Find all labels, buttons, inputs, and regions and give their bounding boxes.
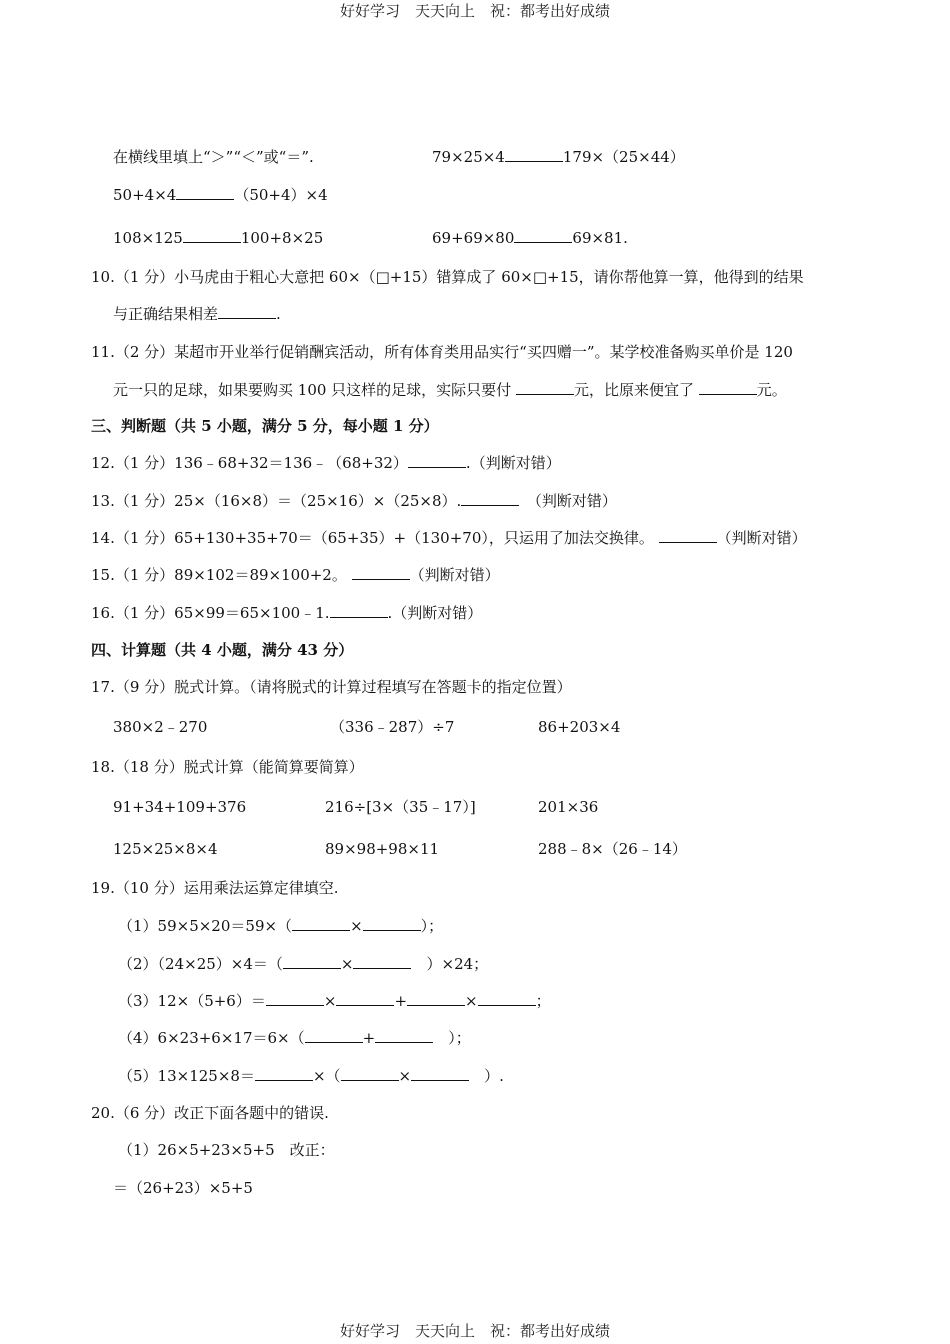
q18-item: 91+34+109+376 [113,798,247,816]
q14 [91,528,807,548]
q19-p4-end: ）； [448,1029,471,1047]
q19-p3-op1: × [323,992,337,1010]
page-header: 好好学习 天天向上 祝：都考出好成绩 [339,2,610,20]
q9-d-left: 69+69×80 [432,229,515,247]
q19-p1-end: ）； [420,917,444,935]
q9-b-left: 50+4×4 [113,186,177,204]
q19-p3-end: ； [535,992,551,1010]
q19-title: 19.（10 分）运用乘法运算定律填空. [91,879,339,897]
answer-blank[interactable] [330,603,388,618]
section-4-heading: 四、计算题（共 4 小题，满分 43 分） [91,641,354,659]
section-3-heading: 三、判断题（共 5 小题，满分 5 分，每小题 1 分） [91,417,439,435]
q12-text: 12.（1 分）136﹣68+32＝136﹣（68+32） [91,454,408,472]
q14-text: 14.（1 分）65+130+35+70＝（65+35）+（130+70），只运用了加法交换律。 [91,529,659,547]
q18-item: 288﹣8×（26﹣14） [538,840,687,858]
q19-p5-op1: ×（ [312,1067,341,1085]
answer-blank[interactable] [336,991,394,1006]
q14-suffix: （判断对错） [716,529,807,547]
q11-line2 [113,380,787,400]
q11-line1: 11.（2 分）某超市开业举行促销酬宾活动，所有体育类用品实行“买四赠一”。某学校准备购买单价是 120 [91,343,793,361]
q10-line2-pre: 与正确结果相差 [113,305,219,323]
q20-line2: ＝（26+23）×5+5 [113,1179,253,1197]
answer-blank[interactable] [183,228,241,243]
q12-suffix: .（判断对错） [465,454,561,472]
q15-suffix: （判断对错） [409,566,500,584]
answer-blank[interactable] [407,991,465,1006]
q9-c-left: 108×125 [113,229,183,247]
q9-item-b [113,185,328,205]
q16-text: 16.（1 分）65×99＝65×100﹣1. [91,604,330,622]
answer-blank[interactable] [478,991,536,1006]
q20-line1: （1）26×5+23×5+5 改正： [118,1141,335,1159]
page-footer: 好好学习 天天向上 祝：都考出好成绩 [339,1322,610,1340]
answer-blank[interactable] [292,916,350,931]
answer-blank[interactable] [375,1028,433,1043]
q10-line1: 10.（1 分）小马虎由于粗心大意把 60×（□+15）错算成了 60×□+15，请你帮他算一算，他得到的结果 [91,268,804,286]
q15-text: 15.（1 分）89×102＝89×100+2。 [91,566,352,584]
q17-item: （336﹣287）÷7 [330,718,455,736]
q9-a-right: 179×（25×44） [562,148,685,166]
q11-line2-c: 元。 [756,381,787,399]
answer-blank[interactable] [514,228,572,243]
q18-item: 89×98+98×11 [325,840,440,858]
q9-c-right: 100+8×25 [240,229,324,247]
q9-a-left: 79×25×4 [432,148,505,166]
q19-part-5 [118,1066,504,1086]
q18-item: 125×25×8×4 [113,840,218,858]
answer-blank[interactable] [176,185,234,200]
q19-p3-op3: × [465,992,478,1010]
q19-p5-text: （5）13×125×8＝ [118,1067,255,1085]
q19-p2-text: （2）（24×25）×4＝（ [118,955,283,973]
q19-p1-op: × [350,917,363,935]
answer-blank[interactable] [352,565,410,580]
q9-item-d [432,228,628,248]
q11-line2-b: 元，比原来便宜了 [573,381,699,399]
q12 [91,453,561,473]
q18-item: 201×36 [538,798,599,816]
q10-line2-post: . [276,305,281,323]
q19-p3-text: （3）12×（5+6）＝ [118,992,266,1010]
answer-blank[interactable] [266,991,324,1006]
q16 [91,603,482,623]
q13-text: 13.（1 分）25×（16×8）＝（25×16）×（25×8）. [91,492,462,510]
answer-blank[interactable] [516,380,574,395]
q15 [91,565,500,585]
q19-part-1 [118,916,443,936]
answer-blank[interactable] [408,453,466,468]
answer-blank[interactable] [411,1066,469,1081]
answer-blank[interactable] [305,1028,363,1043]
q18-item: 216÷[3×（35﹣17）] [325,798,476,816]
answer-blank[interactable] [505,147,563,162]
q10-line2 [113,304,281,324]
q20-title: 20.（6 分）改正下面各题中的错误. [91,1104,329,1122]
q19-part-4 [118,1028,471,1048]
q19-p2-op: × [340,955,354,973]
answer-blank[interactable] [341,1066,399,1081]
q17-item: 86+203×4 [538,718,621,736]
q17-title: 17.（9 分）脱式计算。（请将脱式的计算过程填写在答题卡的指定位置） [91,678,572,696]
q9-b-right: （50+4）×4 [234,186,328,204]
q19-p5-end: ）. [484,1067,504,1085]
q9-instruction: 在横线里填上“＞”“＜”或“＝”. [113,148,314,166]
q18-title: 18.（18 分）脱式计算（能简算要简算） [91,758,364,776]
q19-p3-op2: + [394,992,408,1010]
answer-blank[interactable] [255,1066,313,1081]
q17-item: 380×2﹣270 [113,718,208,736]
q19-p4-text: （4）6×23+6×17＝6×（ [118,1029,305,1047]
answer-blank[interactable] [659,528,717,543]
q9-item-a [432,147,685,167]
answer-blank[interactable] [218,304,276,319]
q19-part-3 [118,991,551,1011]
answer-blank[interactable] [461,491,519,506]
q13-suffix: （判断对错） [534,492,617,510]
answer-blank[interactable] [353,954,411,969]
q19-p2-end: ）×24； [426,955,489,973]
q9-d-right: 69×81. [572,229,628,247]
q9-item-c [113,228,323,248]
answer-blank[interactable] [283,954,341,969]
q19-p5-op2: × [398,1067,412,1085]
q19-part-2 [118,954,488,974]
q19-p4-op: + [362,1029,376,1047]
answer-blank[interactable] [699,380,757,395]
q11-line2-a: 元一只的足球，如果要购买 100 只这样的足球，实际只要付 [113,381,516,399]
q13 [91,491,617,511]
q19-p1-text: （1）59×5×20＝59×（ [118,917,293,935]
answer-blank[interactable] [363,916,421,931]
q16-suffix: .（判断对错） [387,604,483,622]
